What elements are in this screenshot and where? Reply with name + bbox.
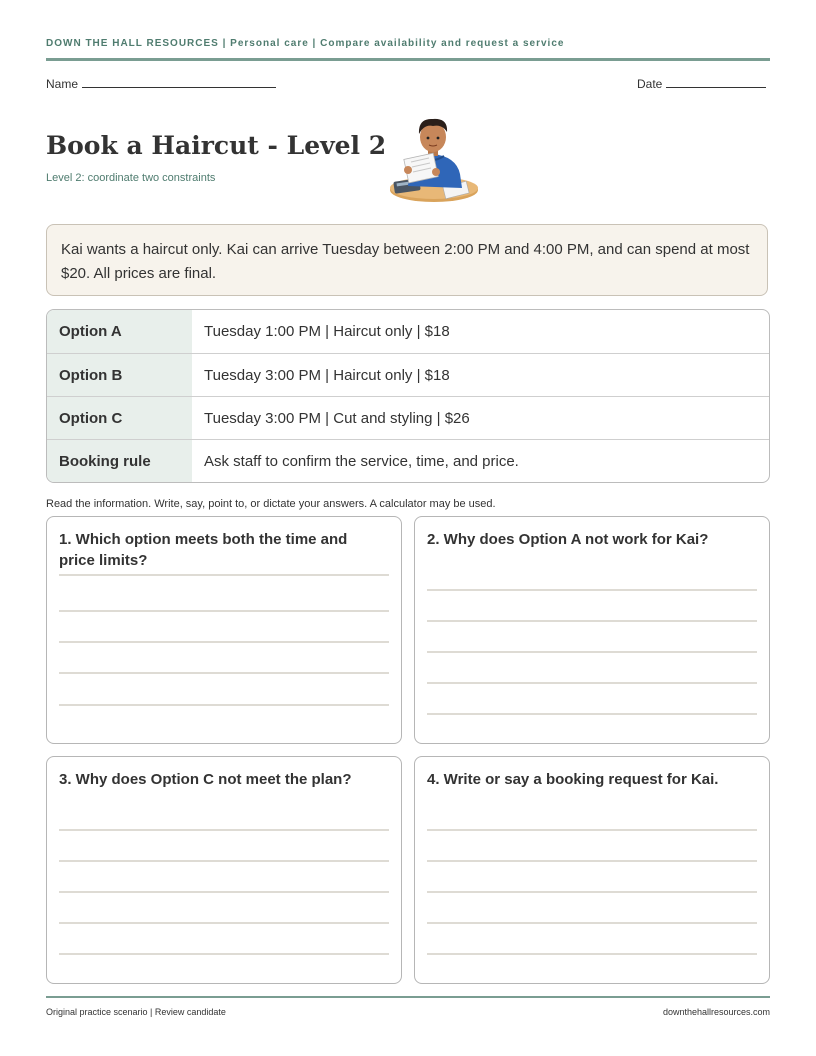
option-label: Option A: [47, 310, 192, 353]
answer-line[interactable]: [427, 860, 757, 862]
footer-site-link[interactable]: downthehallresources.com: [662, 1007, 770, 1017]
date-blank[interactable]: [666, 76, 766, 88]
table-row: [47, 439, 769, 482]
answer-line[interactable]: [59, 953, 389, 955]
answer-line[interactable]: [59, 641, 389, 643]
answer-line[interactable]: [59, 574, 389, 576]
header-text: DOWN THE HALL RESOURCES | Personal care | Compare availability and request a service: [46, 38, 565, 49]
answer-line[interactable]: [427, 891, 757, 893]
answer-line[interactable]: [59, 610, 389, 612]
booking-rule-value: Ask staff to confirm the service, time, and price.: [204, 452, 519, 470]
answer-line[interactable]: [59, 891, 389, 893]
page-title: Book a Haircut - Level 2: [46, 131, 387, 160]
option-label: Option B: [47, 354, 192, 396]
answer-line[interactable]: [427, 922, 757, 924]
answer-line[interactable]: [427, 651, 757, 653]
footer-left-text: Original practice scenario | Review candidate: [46, 1007, 226, 1017]
answer-line[interactable]: [59, 704, 389, 706]
answer-line[interactable]: [427, 953, 757, 955]
question-box-2[interactable]: [414, 516, 770, 744]
header-rule: [46, 58, 770, 61]
answer-line[interactable]: [427, 713, 757, 715]
option-value: Tuesday 1:00 PM | Haircut only | $18: [204, 323, 450, 340]
instructions-text: Read the information. Write, say, point to, or dictate your answers. A calculator may be used.: [46, 498, 496, 510]
option-value: Tuesday 3:00 PM | Cut and styling | $26: [204, 409, 470, 427]
answer-line[interactable]: [59, 672, 389, 674]
answer-line[interactable]: [427, 829, 757, 831]
scenario-box: Kai wants a haircut only. Kai can arrive Tuesday between 2:00 PM and 4:00 PM, and can spend at most $20. All prices are final.: [46, 224, 768, 296]
booking-rule-label: Booking rule: [47, 440, 192, 482]
answer-line[interactable]: [59, 829, 389, 831]
question-4-text: 4. Write or say a booking request for Kai.: [427, 771, 719, 788]
page-subtitle: Level 2: coordinate two constraints: [46, 172, 216, 184]
question-box-1[interactable]: [46, 516, 402, 744]
name-label: Name: [46, 77, 79, 91]
table-row: [47, 310, 769, 353]
answer-line[interactable]: [59, 922, 389, 924]
question-box-3[interactable]: [46, 756, 402, 984]
name-blank[interactable]: [82, 76, 276, 88]
answer-line[interactable]: [59, 860, 389, 862]
answer-line[interactable]: [427, 682, 757, 684]
question-box-4[interactable]: [414, 756, 770, 984]
student-illustration-icon: [386, 110, 486, 206]
footer-rule: [46, 996, 770, 998]
answer-line[interactable]: [427, 620, 757, 622]
date-field[interactable]: [637, 76, 766, 91]
date-label: Date: [637, 77, 663, 91]
table-row: [47, 353, 769, 396]
option-label: Option C: [47, 397, 192, 439]
option-value: Tuesday 3:00 PM | Haircut only | $18: [204, 366, 450, 384]
name-field[interactable]: [46, 76, 276, 91]
answer-line[interactable]: [427, 589, 757, 591]
question-2-text: 2. Why does Option A not work for Kai?: [427, 531, 709, 548]
table-row: [47, 396, 769, 439]
question-1-text: 1. Which option meets both the time and price limits?: [59, 531, 348, 569]
options-table: [46, 309, 770, 483]
question-3-text: 3. Why does Option C not meet the plan?: [59, 771, 352, 788]
